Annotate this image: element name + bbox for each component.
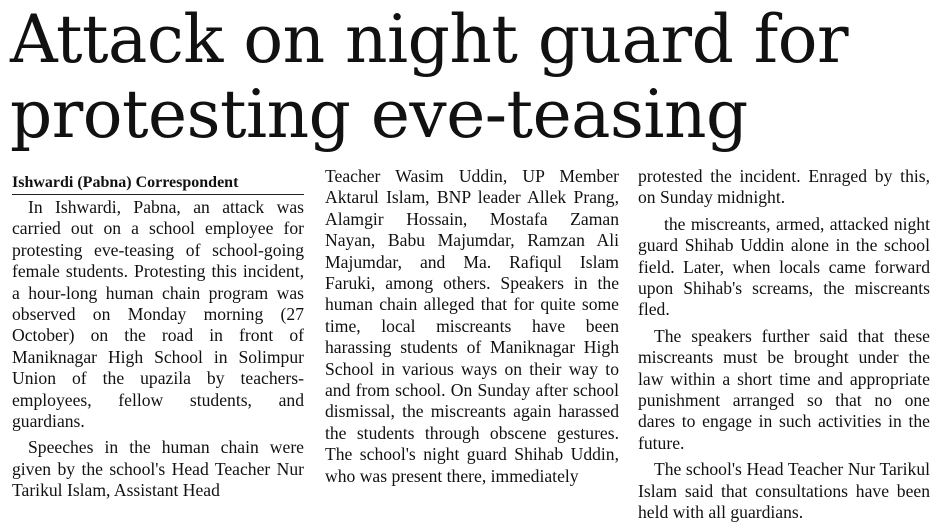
byline-rule bbox=[12, 194, 304, 195]
col2-paragraph-1: Teacher Wasim Uddin, UP Member Aktarul Islam, BNP leader Allek Prang, Alamgir Hossain, Mostafa Zaman Nayan, Babu Majumdar, Ramzan Ali Majumdar, and Ma. Rafiqul Islam Faruki, among others. Speakers in the human chain alleged that for quite some time, local miscreants have been harassing students of Maniknagar High School in various ways on their way to and from school. On Sunday after school dismissal, the miscreants again harassed the students through obscene gestures. The school's night guard Shihab Uddin, who was present there, immediately bbox=[325, 166, 619, 486]
article-column-3 bbox=[638, 166, 930, 523]
headline bbox=[10, 2, 935, 152]
col3-paragraph-2: the miscreants, armed, attacked night guard Shihab Uddin alone in the school field. Later, when locals came forward upon Shihab's screams, the miscreants fled. bbox=[638, 213, 930, 320]
col1-paragraph-1: In Ishwardi, Pabna, an attack was carried out on a school employee for protesting eve-teasing of school-going female students. Protesting this incident, a hour-long human chain program was observed on Monday morning (27 October) on the road in front of Maniknagar High School in Solimpur Union of the upazila by teachers-employees, fellow students, and guardians. bbox=[12, 197, 304, 432]
article-column-2 bbox=[325, 166, 619, 511]
article-column-1 bbox=[12, 173, 304, 513]
byline: Ishwardi (Pabna) Correspondent bbox=[12, 174, 239, 191]
col3-paragraph-1: protested the incident. Enraged by this, on Sunday midnight. bbox=[638, 166, 930, 208]
col3-paragraph-4: The school's Head Teacher Nur Tarikul Islam said that consultations have been held with all guardians. bbox=[638, 459, 930, 523]
col1-paragraph-2: Speeches in the human chain were given by the school's Head Teacher Nur Tarikul Islam, Assistant Head bbox=[12, 437, 304, 501]
headline-line-1: Attack on night guard for bbox=[10, 1, 849, 78]
headline-line-2: protesting eve-teasing bbox=[10, 76, 748, 153]
col3-paragraph-3: The speakers further said that these miscreants must be brought under the law within a short time and appropriate punishment arranged so that no one dares to engage in such activities in the future. bbox=[638, 325, 930, 453]
